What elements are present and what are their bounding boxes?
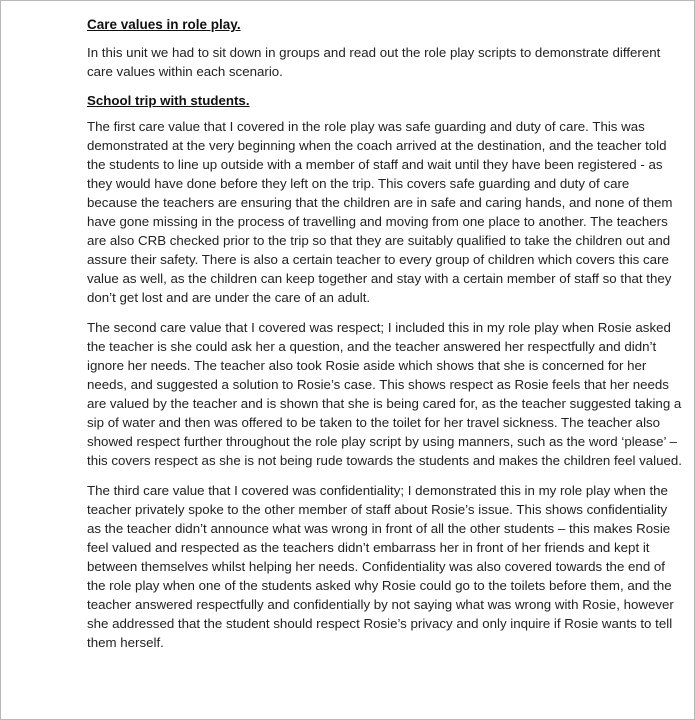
paragraph-safeguarding: The first care value that I covered in the role play was safe guarding and duty of care. This was demonstrated at the very beginning when the coach arrived at the destination, and the teacher told the students to line up outside with a member of staff and wait until they have been registered - as they would have done before they left on the trip. This covers safe guarding and duty of care because the teachers are ensuring that the children are in safe and caring hands, and none of them have gone missing in the process of travelling and moving from one place to another. The teachers are also CRB checked prior to the trip so that they are suitably qualified to take the children out and assure their safety. There is also a certain teacher to every group of children which covers this care value as well, as the children can keep together and stay with a certain member of staff so that they don’t get lost and are under the care of an adult. — [87, 119, 673, 305]
document-title: Care values in role play. — [87, 17, 241, 32]
section-heading: School trip with students. — [87, 93, 250, 108]
paragraph-confidentiality: The third care value that I covered was confidentiality; I demonstrated this in my role play when the teacher privately spoke to the other member of staff about Rosie’s issue. This shows confidentiality as the teacher didn’t announce what was wrong in front of all the other students – this makes Rosie feel valued and respected as the teachers didn’t embarrass her in front of her friends and kept it between themselves whilst helping her needs. Confidentiality was also covered towards the end of the role play when one of the students asked why Rosie could go to the toilets before them, and the teacher answered respectfully and confidentially by not saying what was wrong with Rosie, however she addressed that the student should respect Rosie’s privacy and only inquire if Rosie wants to tell them herself. — [87, 483, 674, 650]
paragraph-respect: The second care value that I covered was respect; I included this in my role play when Rosie asked the teacher is she could ask her a question, and the teacher answered her respectfully and didn’t ignore her needs. The teacher also took Rosie aside which shows that she is concerned for her needs, and suggested a solution to Rosie’s case. This shows respect as Rosie feels that her needs are valued by the teacher and is shown that she is being cared for, as the teacher suggested taking a sip of water and then was offered to be taken to the toilet for her travel sickness. The teacher also showed respect further throughout the role play script by using manners, such as the word ‘please’ – this covers respect as she is not being rude towards the students and makes the children feel valued. — [87, 320, 683, 468]
document-body — [87, 15, 683, 663]
intro-paragraph: In this unit we had to sit down in groups and read out the role play scripts to demonstrate different care values within each scenario. — [87, 45, 661, 79]
